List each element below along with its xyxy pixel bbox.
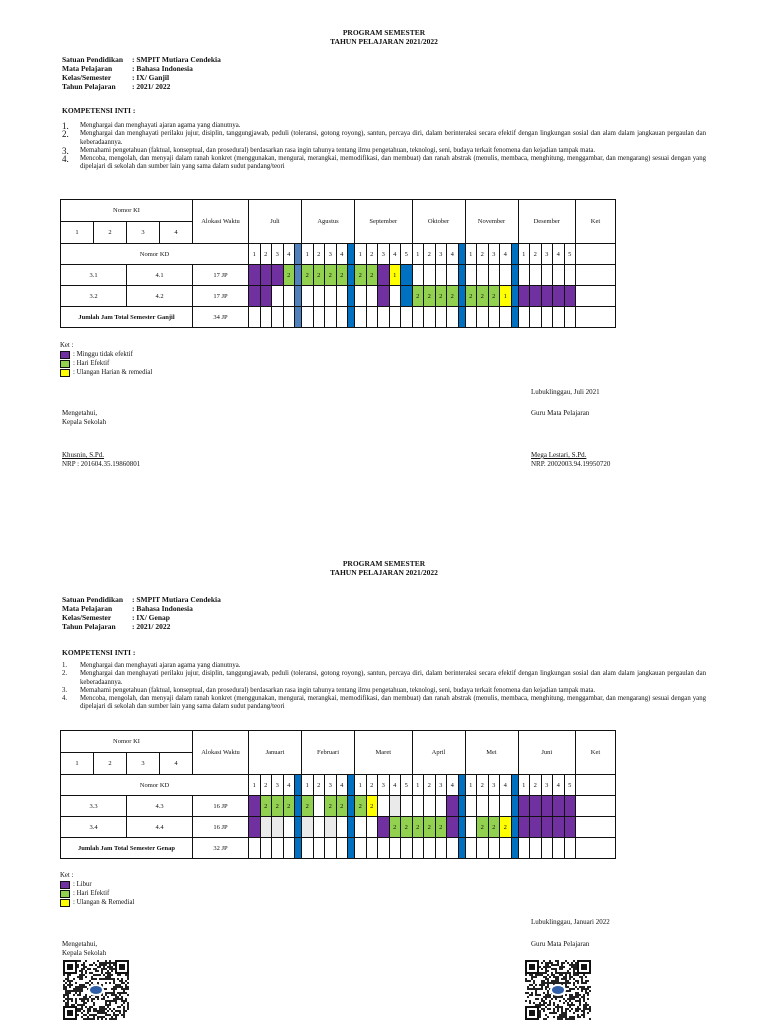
week-cell [378, 838, 390, 859]
week-cell: 2 [355, 796, 367, 817]
week-cell [564, 838, 576, 859]
week-cell [366, 838, 378, 859]
week-cell: 2 [272, 796, 284, 817]
week-cell [295, 796, 302, 817]
week-number: 3 [435, 775, 447, 796]
week-number: 2 [477, 775, 489, 796]
legend-item [60, 880, 134, 889]
week-cell [283, 817, 295, 838]
total-jp: 32 JP [193, 838, 249, 859]
ket-cell [576, 775, 616, 796]
alokasi-header: Alokasi Waktu [193, 731, 249, 775]
week-number: 2 [530, 775, 542, 796]
week-number: 1 [412, 775, 424, 796]
legend-label: : Hari Efektif [73, 360, 110, 367]
kd-keterampilan: 4.2 [127, 286, 193, 307]
ki-heading: KOMPETENSI INTI : [62, 648, 136, 657]
week-cell [401, 838, 413, 859]
week-cell: 2 [447, 286, 459, 307]
ki-number: 2 [94, 753, 127, 775]
week-cell [477, 796, 489, 817]
week-number: 3 [272, 775, 284, 796]
alokasi-header: Alokasi Waktu [193, 200, 249, 244]
kd-pengetahuan: 3.4 [61, 817, 127, 838]
ki-number: 3 [127, 222, 160, 244]
sig-left-line1: Mengetahui, [62, 409, 98, 417]
info-label: Satuan Pendidikan [62, 55, 124, 64]
week-cell [272, 817, 284, 838]
week-cell: 2 [366, 796, 378, 817]
week-cell [424, 838, 436, 859]
week-cell [249, 838, 261, 859]
month-header: September [355, 200, 413, 244]
week-cell: 2 [477, 817, 489, 838]
week-number: 2 [313, 244, 325, 265]
week-cell: 1 [500, 286, 512, 307]
week-cell [447, 796, 459, 817]
total-jp: 34 JP [193, 307, 249, 328]
legend-item [60, 889, 134, 898]
legend-label: : Minggu tidak efektif [73, 351, 133, 358]
week-cell [355, 838, 367, 859]
ki-number: 2 [94, 222, 127, 244]
info-value: : 2021/ 2022 [132, 82, 171, 91]
month-header: Februari [302, 731, 355, 775]
month-header: Mei [465, 731, 518, 775]
kd-row [61, 817, 616, 838]
week-cell [313, 817, 325, 838]
week-cell: 2 [325, 265, 337, 286]
week-cell [435, 796, 447, 817]
kd-keterampilan: 4.4 [127, 817, 193, 838]
kd-keterampilan: 4.3 [127, 796, 193, 817]
week-cell [576, 796, 616, 817]
legend [60, 871, 134, 907]
week-cell [458, 838, 465, 859]
ki-list [62, 662, 706, 712]
week-cell [302, 838, 314, 859]
month-header: Juli [249, 200, 302, 244]
week-number: 1 [518, 775, 530, 796]
week-cell: 2 [488, 817, 500, 838]
ki-item [62, 662, 706, 670]
teacher-name: Mega Lestari, S.Pd. [531, 451, 587, 459]
week-cell: 2 [488, 286, 500, 307]
week-cell: 2 [424, 286, 436, 307]
info-value: : SMPIT Mutiara Cendekia [132, 595, 221, 604]
place-date: Lubuklinggau, Januari 2022 [531, 918, 610, 926]
week-cell [576, 838, 616, 859]
week-number: 3 [325, 244, 337, 265]
legend-swatch [60, 890, 70, 898]
qr-code-signature-icon [63, 960, 129, 1020]
week-cell [511, 796, 518, 817]
info-label: Mata Pelajaran [62, 604, 113, 613]
week-cell [412, 796, 424, 817]
month-header: April [412, 731, 465, 775]
title-line-2: TAHUN PELAJARAN 2021/2022 [330, 37, 438, 46]
week-number: 3 [378, 775, 390, 796]
week-cell [541, 817, 553, 838]
week-cell [530, 796, 542, 817]
ki-num: 2. [62, 670, 68, 678]
week-number: 2 [477, 244, 489, 265]
info-value: : IX/ Ganjil [132, 73, 170, 82]
ki-num: 2. [62, 129, 69, 140]
week-cell [553, 796, 565, 817]
total-label: Jumlah Jam Total Semester Ganjil [61, 307, 193, 328]
week-number: 1 [355, 244, 367, 265]
week-cell [447, 838, 459, 859]
ki-text: Mencoba, mengolah, dan menyaji dalam ranah konkret (menggunakan, mengurai, merangkai, memodifikasi, dan membuat) dan ranah abstrak (menulis, membaca, menghitung, menggambar, dan mengarang) sesuai dengan yang dipelajari di sekolah dan sumber lain yang sama dalam sudut pandang/teori [80, 695, 706, 711]
ki-item [62, 695, 706, 712]
week-cell [424, 796, 436, 817]
week-number: 4 [389, 775, 401, 796]
week-number: 2 [366, 775, 378, 796]
info-value: : 2021/ 2022 [132, 622, 171, 631]
week-number: 2 [313, 775, 325, 796]
week-cell [366, 817, 378, 838]
week-cell [272, 838, 284, 859]
week-number: 3 [378, 244, 390, 265]
week-cell: 2 [389, 817, 401, 838]
week-cell [435, 838, 447, 859]
week-cell [553, 817, 565, 838]
week-number: 5 [401, 244, 413, 265]
week-number: 2 [366, 244, 378, 265]
week-cell [412, 838, 424, 859]
week-cell [488, 838, 500, 859]
week-cell [348, 838, 355, 859]
week-cell [336, 817, 348, 838]
ki-num: 3. [62, 145, 69, 156]
week-cell [389, 796, 401, 817]
week-cell [477, 838, 489, 859]
month-header: Agustus [302, 200, 355, 244]
week-cell [401, 796, 413, 817]
week-cell [518, 796, 530, 817]
week-cell: 2 [401, 817, 413, 838]
week-cell: 2 [477, 286, 489, 307]
week-number: 4 [553, 775, 565, 796]
title-line-1: PROGRAM SEMESTER [342, 28, 426, 37]
week-cell [530, 817, 542, 838]
nomor-kd-header: Nomor KD [61, 244, 249, 265]
week-separator [511, 775, 518, 796]
week-number: 3 [488, 244, 500, 265]
info-label: Mata Pelajaran [62, 64, 113, 73]
sig-left-line1: Mengetahui, [62, 940, 98, 948]
week-cell [500, 796, 512, 817]
week-number: 1 [302, 244, 314, 265]
week-cell [518, 838, 530, 859]
week-cell [511, 838, 518, 859]
ki-number: 4 [160, 753, 193, 775]
alokasi-jp: 17 JP [193, 286, 249, 307]
week-cell: 2 [424, 817, 436, 838]
week-cell [302, 817, 314, 838]
week-cell [518, 817, 530, 838]
week-cell [260, 838, 272, 859]
title-line-1: PROGRAM SEMESTER [342, 559, 426, 568]
week-number: 5 [401, 775, 413, 796]
week-number: 5 [564, 775, 576, 796]
place-date: Lubuklinggau, Juli 2021 [531, 388, 600, 396]
ki-text: Menghargai dan menghayati perilaku jujur, disiplin, tanggungjawab, peduli (toleransi, gotong royong), santun, percaya diri, dalam berinteraksi secara efektif dengan lingkungan sosial dan alam dalam jangkauan pergaulan dan keberadaannya. [80, 130, 706, 146]
week-cell [465, 796, 477, 817]
week-number: 1 [518, 244, 530, 265]
week-cell [564, 796, 576, 817]
kd-pengetahuan: 3.1 [61, 265, 127, 286]
month-header: Januari [249, 731, 302, 775]
week-cell [458, 796, 465, 817]
legend-item [60, 898, 134, 907]
week-cell [564, 817, 576, 838]
kd-pengetahuan: 3.3 [61, 796, 127, 817]
week-cell [378, 817, 390, 838]
week-cell [325, 838, 337, 859]
ki-num: 3. [62, 686, 68, 694]
week-cell [541, 796, 553, 817]
week-cell [249, 796, 261, 817]
week-cell [511, 817, 518, 838]
week-number: 2 [530, 244, 542, 265]
week-cell: 2 [325, 796, 337, 817]
ki-num: 1. [62, 121, 69, 131]
week-cell [313, 796, 325, 817]
info-value: : IX/ Genap [132, 613, 170, 622]
alokasi-jp: 16 JP [193, 796, 249, 817]
nomor-ki-header: Nomor KI [61, 731, 193, 753]
week-cell [500, 838, 512, 859]
ki-text: Menghargai dan menghayati perilaku jujur, disiplin, tanggungjawab, peduli (toleransi, gotong royong), santun, percaya diri, dalam berinteraksi secara efektif dengan lingkungan sosial dan alam dalam jangkauan pergaulan dan keberadaannya. [80, 670, 706, 686]
month-header: November [465, 200, 518, 244]
sig-right-line1: Guru Mata Pelajaran [531, 409, 590, 417]
week-separator [295, 775, 302, 796]
ki-num: 1. [62, 662, 68, 669]
ki-number: 1 [61, 222, 94, 244]
legend-label: : Ulangan Harian & remedial [73, 369, 153, 376]
week-number: 1 [249, 244, 261, 265]
info-value: : Bahasa Indonesia [132, 64, 193, 73]
week-number: 1 [465, 244, 477, 265]
legend-swatch [60, 881, 70, 889]
week-cell: 2 [435, 286, 447, 307]
info-block [62, 595, 221, 631]
week-cell [355, 817, 367, 838]
week-cell: 2 [355, 265, 367, 286]
week-cell [348, 817, 355, 838]
week-number: 4 [447, 775, 459, 796]
legend-swatch [60, 899, 70, 907]
total-row [61, 838, 616, 859]
ki-item [62, 670, 706, 687]
week-cell [488, 796, 500, 817]
week-number: 4 [283, 244, 295, 265]
week-cell [530, 838, 542, 859]
principal-nrp: NRP : 201604.35.19860801 [62, 460, 141, 468]
legend-label: : Libur [73, 881, 92, 888]
week-cell: 2 [500, 817, 512, 838]
week-cell [541, 838, 553, 859]
week-number: 3 [488, 775, 500, 796]
week-cell [389, 838, 401, 859]
week-cell [576, 817, 616, 838]
kd-keterampilan: 4.1 [127, 265, 193, 286]
header-row [61, 731, 616, 753]
title-line-2: TAHUN PELAJARAN 2021/2022 [330, 568, 438, 577]
legend-title: Ket : [60, 872, 74, 879]
week-cell [313, 838, 325, 859]
week-cell [378, 796, 390, 817]
ki-number: 4 [160, 222, 193, 244]
week-cell [249, 817, 261, 838]
week-number: 4 [283, 775, 295, 796]
week-row [61, 775, 616, 796]
week-cell [465, 838, 477, 859]
week-number: 1 [302, 775, 314, 796]
total-label: Jumlah Jam Total Semester Genap [61, 838, 193, 859]
week-cell [348, 796, 355, 817]
week-cell [458, 817, 465, 838]
ki-item [62, 687, 706, 695]
ki-heading: KOMPETENSI INTI : [62, 106, 136, 115]
legend-title: Ket : [60, 342, 74, 349]
week-cell: 2 [412, 817, 424, 838]
week-number: 1 [355, 775, 367, 796]
legend-label: : Hari Efektif [73, 890, 110, 897]
sig-left-line2: Kepala Sekolah [62, 418, 107, 426]
week-cell: 2 [366, 265, 378, 286]
ki-number: 1 [61, 753, 94, 775]
week-cell: 2 [336, 796, 348, 817]
week-separator [458, 775, 465, 796]
nomor-kd-header: Nomor KD [61, 775, 249, 796]
week-cell [465, 817, 477, 838]
week-cell: 2 [302, 796, 314, 817]
ket-header: Ket [576, 200, 616, 244]
week-number: 4 [336, 775, 348, 796]
ki-num: 4. [62, 695, 68, 703]
week-number: 1 [465, 775, 477, 796]
week-number: 2 [424, 775, 436, 796]
week-cell [325, 817, 337, 838]
kd-pengetahuan: 3.2 [61, 286, 127, 307]
week-cell [295, 838, 302, 859]
week-number: 1 [249, 775, 261, 796]
week-cell: 2 [302, 265, 314, 286]
week-number: 4 [336, 244, 348, 265]
week-number: 2 [260, 775, 272, 796]
ki-text: Memahami pengetahuan (faktual, konseptual, dan prosedural) berdasarkan rasa ingin tahunya tentang ilmu pengetahuan, teknologi, seni, budaya terkait fenomena dan kejadian tampak mata. [80, 146, 596, 154]
week-cell [336, 838, 348, 859]
nomor-ki-header: Nomor KI [61, 200, 193, 222]
week-cell: 2 [283, 265, 295, 286]
info-label: Kelas/Semester [62, 73, 112, 82]
week-number: 3 [272, 244, 284, 265]
week-cell: 2 [313, 265, 325, 286]
week-number: 4 [553, 244, 565, 265]
sig-right-line1: Guru Mata Pelajaran [531, 940, 590, 948]
ki-number: 3 [127, 753, 160, 775]
legend-label: : Ulangan & Remedial [73, 899, 135, 906]
program-title [0, 559, 768, 577]
week-cell [295, 817, 302, 838]
info-label: Tahun Pelajaran [62, 82, 116, 91]
ki-text: Menghargai dan menghayati ajaran agama yang dianutnya. [80, 122, 241, 129]
week-cell: 2 [336, 265, 348, 286]
kd-row [61, 796, 616, 817]
ki-text: Mencoba, mengolah, dan menyaji dalam ranah konkret (menggunakan, mengurai, merangkai, memodifikasi, dan membuat) dan ranah abstrak (menulis, membaca, menghitung, menggambar, dan mengarang) sesuai dengan yang dipelajari di sekolah dan sumber lain yang sama dalam sudut pandang/teori [80, 155, 706, 171]
week-number: 5 [564, 244, 576, 265]
ki-text: Menghargai dan menghayati ajaran agama yang dianutnya. [80, 662, 241, 669]
principal-name: Khusnin, S.Pd. [62, 451, 105, 459]
week-number: 3 [325, 775, 337, 796]
info-label: Tahun Pelajaran [62, 622, 116, 631]
week-number: 4 [447, 244, 459, 265]
alokasi-jp: 16 JP [193, 817, 249, 838]
week-number: 1 [412, 244, 424, 265]
month-header: Oktober [412, 200, 465, 244]
alokasi-jp: 17 JP [193, 265, 249, 286]
program-table [60, 730, 616, 859]
teacher-nrp: NRP. 2002003.94.19950720 [531, 460, 611, 468]
week-number: 3 [541, 244, 553, 265]
week-cell: 2 [283, 796, 295, 817]
week-separator [348, 775, 355, 796]
week-cell [260, 817, 272, 838]
week-cell: 1 [389, 265, 401, 286]
month-header: Desember [518, 200, 576, 244]
week-cell [553, 838, 565, 859]
week-cell: 2 [435, 817, 447, 838]
week-cell [283, 838, 295, 859]
week-cell: 2 [412, 286, 424, 307]
ket-header: Ket [576, 731, 616, 775]
week-number: 3 [541, 775, 553, 796]
week-cell [447, 817, 459, 838]
info-value: : Bahasa Indonesia [132, 604, 193, 613]
sig-left-line2: Kepala Sekolah [62, 949, 107, 957]
info-label: Satuan Pendidikan [62, 595, 124, 604]
ki-text: Memahami pengetahuan (faktual, konseptual, dan prosedural) berdasarkan rasa ingin tahunya tentang ilmu pengetahuan, teknologi, seni, budaya terkait fenomena dan kejadian tampak mata. [80, 686, 596, 694]
week-number: 4 [389, 244, 401, 265]
week-number: 2 [260, 244, 272, 265]
info-label: Kelas/Semester [62, 613, 112, 622]
info-value: : SMPIT Mutiara Cendekia [132, 55, 221, 64]
week-number: 3 [435, 244, 447, 265]
month-header: Maret [355, 731, 413, 775]
week-number: 4 [500, 775, 512, 796]
week-cell: 2 [260, 796, 272, 817]
week-number: 2 [424, 244, 436, 265]
ki-num: 4. [62, 154, 69, 165]
week-number: 4 [500, 244, 512, 265]
qr-code-signature-icon [525, 960, 591, 1020]
month-header: Juni [518, 731, 576, 775]
week-cell: 2 [465, 286, 477, 307]
